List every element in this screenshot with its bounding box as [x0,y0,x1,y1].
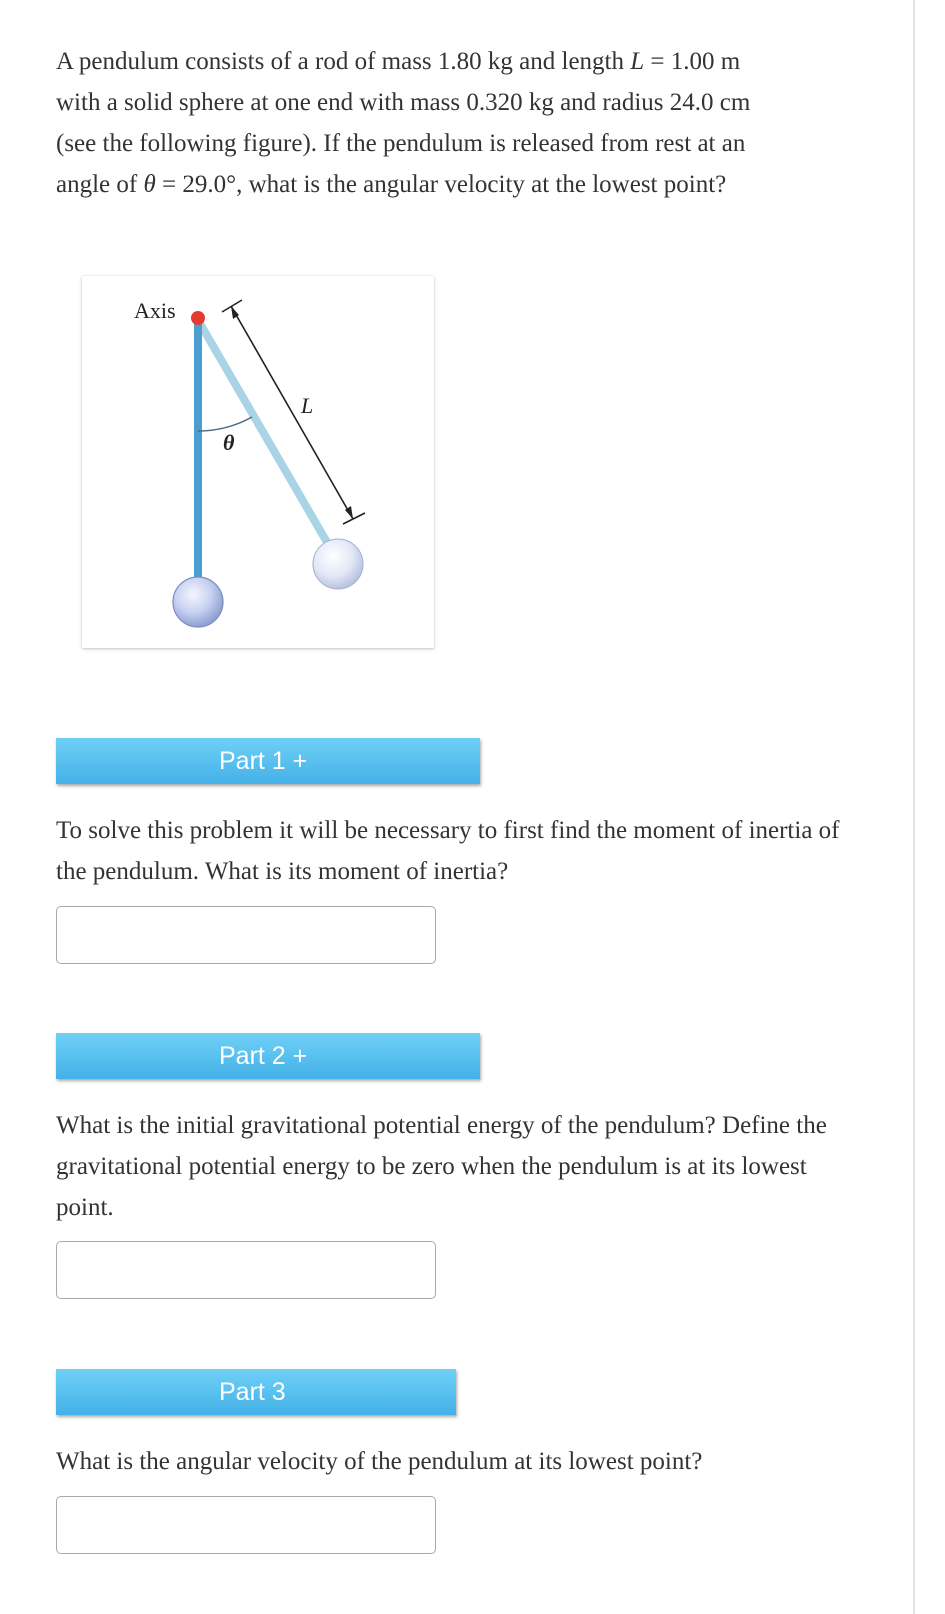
swung-rod [198,320,328,544]
problem-line-1 [56,41,856,82]
length-variable: L [630,48,645,75]
angle-variable: θ [143,171,156,198]
problem-text: A pendulum consists of a rod of mass 1.80 kg and length [56,48,631,75]
pendulum-figure [82,276,434,648]
angle-label: θ [223,430,235,455]
pivot-point [191,311,205,325]
problem-line-4 [56,164,856,205]
problem-text: angle of [56,171,144,198]
part-2-toggle-button[interactable]: Part 2 + [56,1033,480,1079]
angle-value: = 29.0°, what is the angular velocity at the lowest point? [155,171,727,198]
scroll-edge [913,0,945,1614]
problem-line-2: with a solid sphere at one end with mass 0.320 kg and radius 24.0 cm [56,89,751,116]
axis-label: Axis [134,298,176,323]
part-3-answer-input[interactable] [56,1496,436,1554]
part-2-answer-input[interactable] [56,1241,436,1299]
part-3-question: What is the angular velocity of the pendulum at its lowest point? [56,1448,703,1475]
pendulum-diagram [82,276,434,648]
length-value: = 1.00 m [644,48,741,75]
angle-arc [198,417,252,431]
length-tick-bottom [343,513,365,524]
part-1-question: To solve this problem it will be necessary to first find the moment of inertia of the pendulum. What is its moment of inertia? [56,817,840,885]
problem-statement [56,41,856,205]
part-3-toggle-button[interactable]: Part 3 [56,1369,456,1415]
part-1-toggle-button[interactable]: Part 1 + [56,738,480,784]
sphere-lowest [173,577,223,627]
length-label: L [301,393,314,418]
problem-line-3: (see the following figure). If the pendulum is released from rest at an [56,130,746,157]
sphere-swung [313,539,363,589]
part-1-answer-input[interactable] [56,906,436,964]
part-2-question: What is the initial gravitational potential energy of the pendulum? Define the gravitational potential energy to be zero when the pendulum is at its lowest point. [56,1112,827,1221]
